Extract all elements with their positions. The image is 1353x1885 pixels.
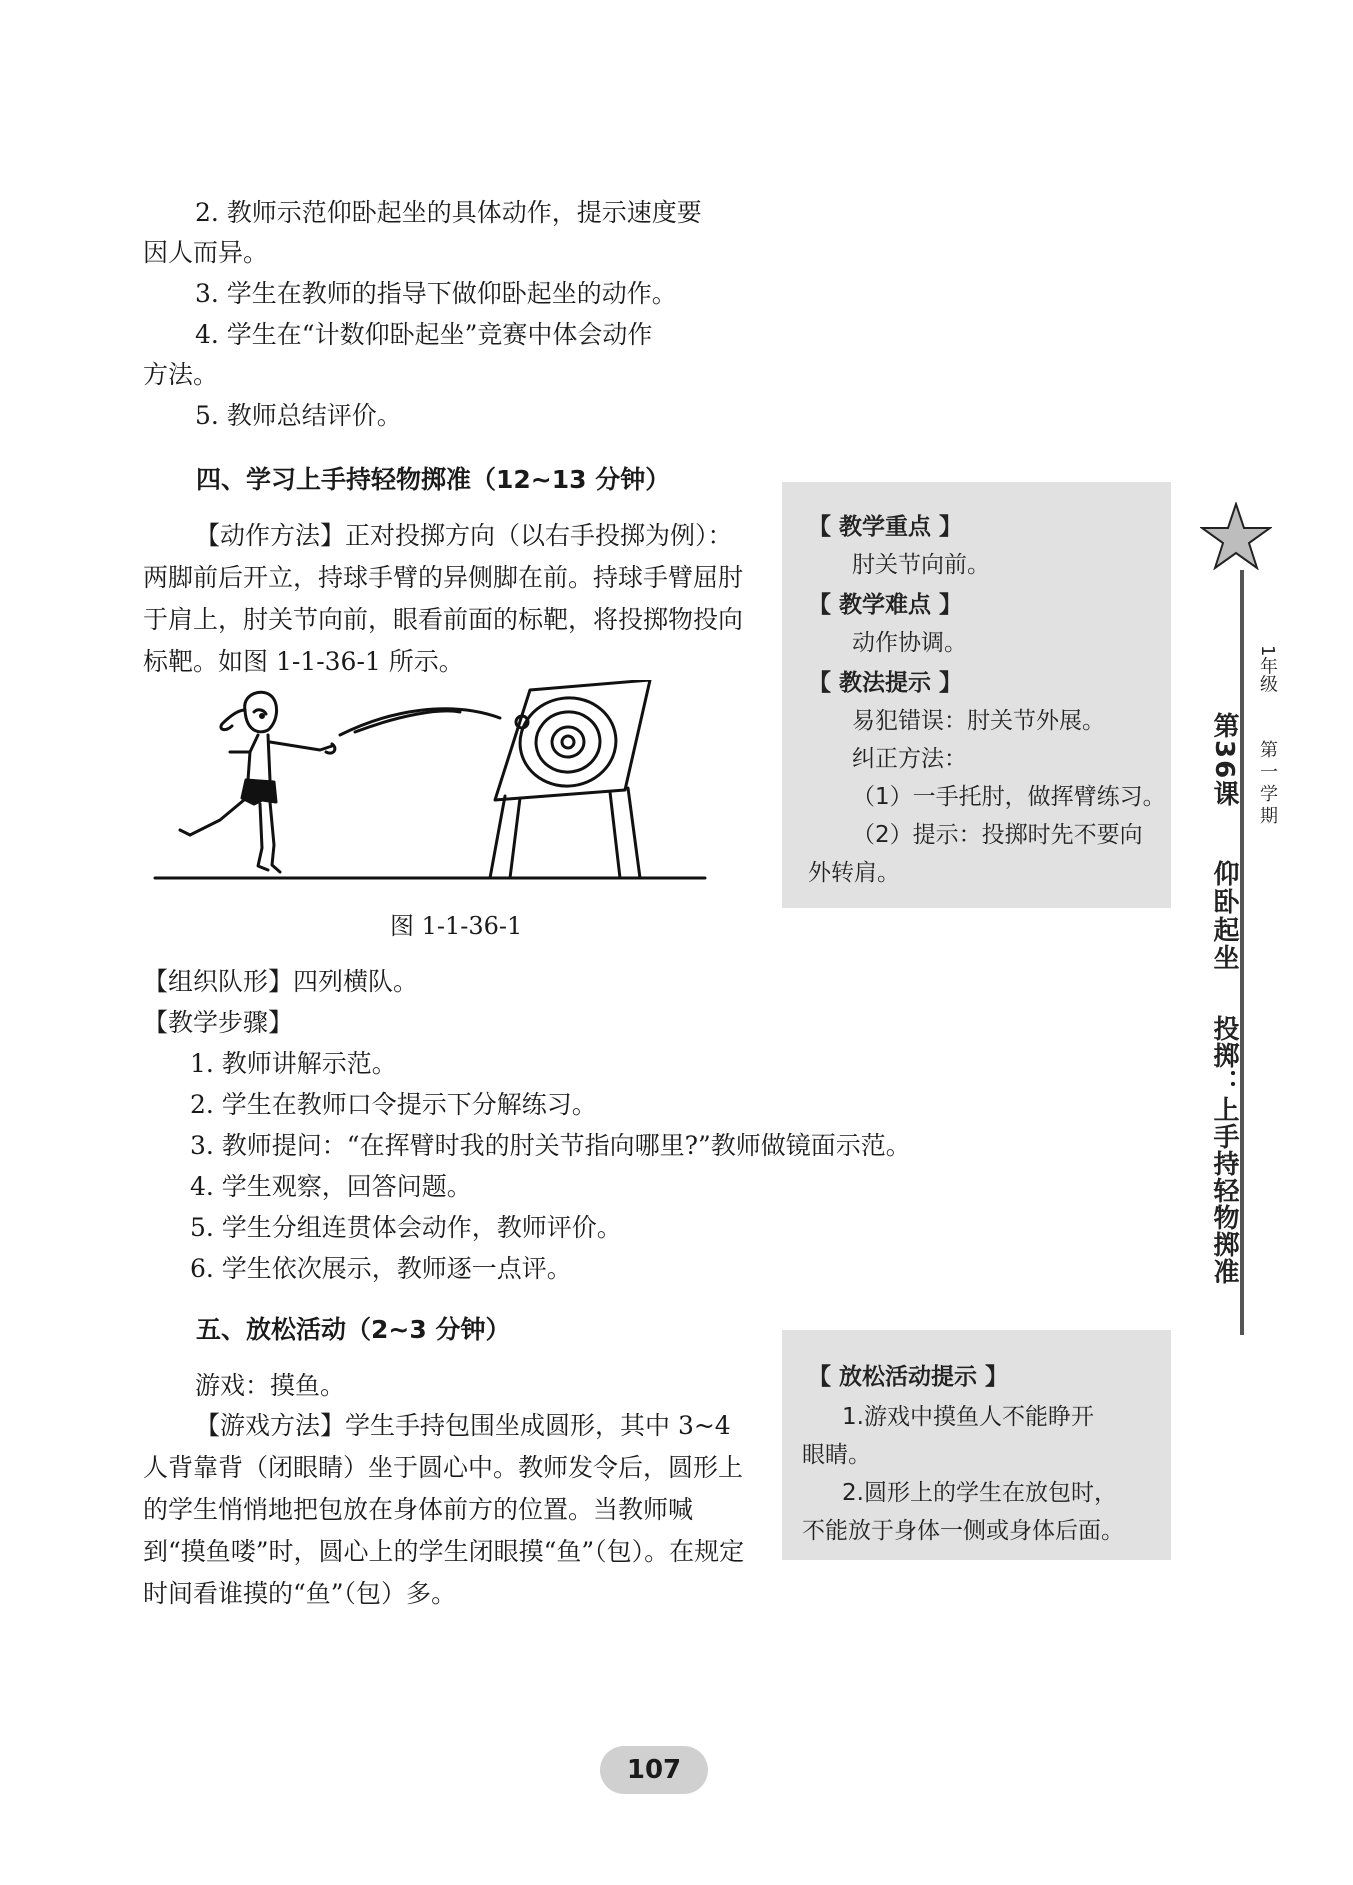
step4-line1: 4. 学生在“计数仰卧起坐”竞赛中体会动作 xyxy=(195,320,653,349)
semester-label: 第一学期 xyxy=(1257,740,1278,828)
formation: 【组织队形】四列横队。 xyxy=(143,967,419,996)
lesson-number: 第36课 xyxy=(1209,712,1239,809)
teaching-tips-box xyxy=(782,482,1171,908)
grade-label: 1年级 xyxy=(1257,645,1278,693)
relax-tip-line: 2.圆形上的学生在放包时， xyxy=(842,1480,1117,1506)
teaching-step: 1. 教师讲解示范。 xyxy=(190,1049,397,1078)
difficulty-title: 【 教学难点 】 xyxy=(808,592,963,618)
step5: 5. 教师总结评价。 xyxy=(195,401,402,430)
method-tip-line: （2）提示：投掷时先不要向 xyxy=(852,822,1143,848)
key-point-title: 【 教学重点 】 xyxy=(808,514,963,540)
lesson-title-a: 仰卧起坐 xyxy=(1209,860,1239,972)
section4-heading: 四、学习上手持轻物掷准（12~13 分钟） xyxy=(196,465,671,494)
lesson-title-b: 投掷：上手持轻物掷准 xyxy=(1209,1015,1239,1285)
teaching-step: 2. 学生在教师口令提示下分解练习。 xyxy=(190,1090,597,1119)
method-tip-line: （1）一手托肘，做挥臂练习。 xyxy=(852,784,1166,810)
step3: 3. 学生在教师的指导下做仰卧起坐的动作。 xyxy=(195,279,677,308)
method-tip-line: 外转肩。 xyxy=(808,860,900,886)
throwing-figure xyxy=(150,680,710,890)
game-method: 【游戏方法】学生手持包围坐成圆形，其中 3~4 人背靠背（闭眼睛）坐于圆心中。教师发令后，圆形上的学生悄悄地把包放在身体前方的位置。当教师喊到“摸鱼喽”时，圆心上的学生闭眼摸“鱼”（包）。在规定时间看谁摸的“鱼”（包）多。 xyxy=(143,1411,745,1608)
section4-method: 【动作方法】正对投掷方向（以右手投掷为例）：两脚前后开立，持球手臂的异侧脚在前。持球手臂屈肘于肩上，肘关节向前，眼看前面的标靶，将投掷物投向标靶。如图 1-1-36-1 所示。 xyxy=(143,521,744,676)
teaching-step: 5. 学生分组连贯体会动作，教师评价。 xyxy=(190,1213,622,1242)
teaching-step: 3. 教师提问：“在挥臂时我的肘关节指向哪里?”教师做镜面示范。 xyxy=(190,1131,911,1160)
step2-line2: 因人而异。 xyxy=(143,238,269,267)
method-tip-title: 【 教法提示 】 xyxy=(808,670,963,696)
section5-heading: 五、放松活动（2~3 分钟） xyxy=(196,1315,511,1344)
page-number: 107 xyxy=(600,1746,708,1794)
relax-tips-box xyxy=(782,1330,1171,1560)
figure-caption: 图 1-1-36-1 xyxy=(390,912,523,940)
step4-line2: 方法。 xyxy=(143,360,219,389)
key-point-text: 肘关节向前。 xyxy=(852,552,990,578)
method-tip-line: 纠正方法： xyxy=(852,746,967,772)
relax-tip-line: 眼睛。 xyxy=(802,1442,871,1468)
method-tip-line: 易犯错误：肘关节外展。 xyxy=(852,708,1105,734)
relax-tip-line: 不能放于身体一侧或身体后面。 xyxy=(802,1518,1124,1544)
teaching-step: 6. 学生依次展示，教师逐一点评。 xyxy=(190,1254,572,1283)
difficulty-text: 动作协调。 xyxy=(852,630,967,656)
relax-tip-line: 1.游戏中摸鱼人不能睁开 xyxy=(842,1404,1094,1430)
steps-title: 【教学步骤】 xyxy=(143,1008,294,1037)
game-name: 游戏：摸鱼。 xyxy=(195,1371,346,1400)
relax-tips-title: 【 放松活动提示 】 xyxy=(808,1364,1009,1390)
teaching-step: 4. 学生观察，回答问题。 xyxy=(190,1172,472,1201)
star-icon xyxy=(1200,502,1272,570)
step2-line1: 2. 教师示范仰卧起坐的具体动作，提示速度要 xyxy=(195,198,702,227)
